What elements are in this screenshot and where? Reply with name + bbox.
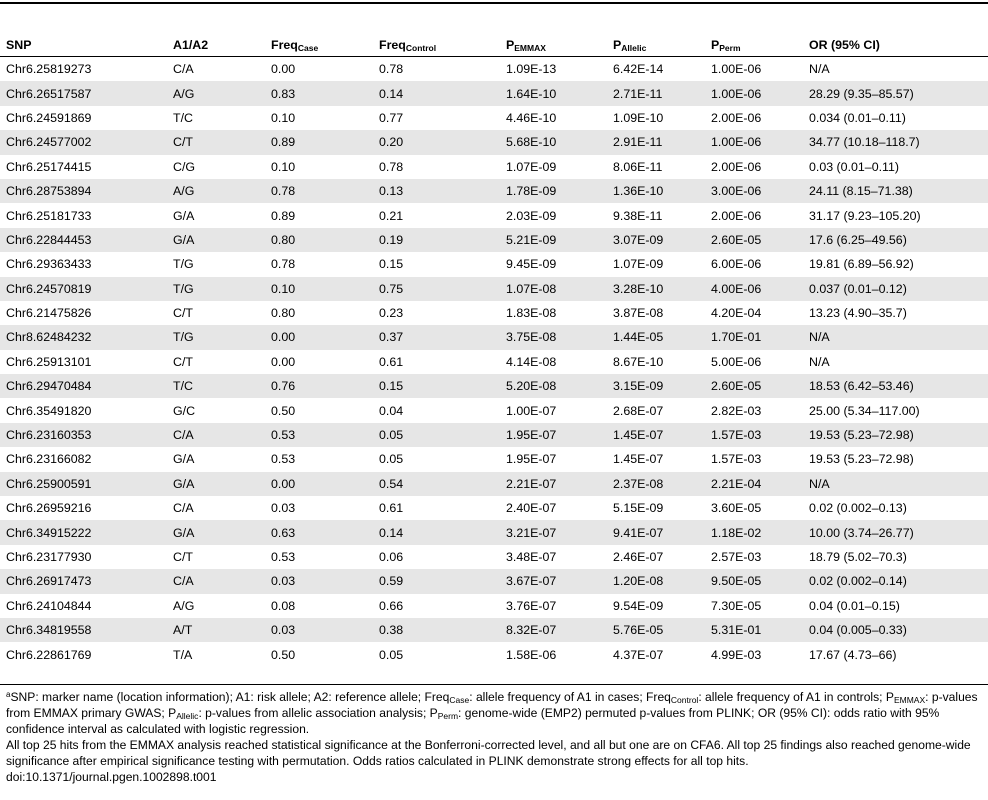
footnote-text: : allele frequency of A1 in controls; P bbox=[698, 690, 894, 704]
column-header-label: P bbox=[506, 37, 515, 52]
table-cell: Chr6.21475826 bbox=[6, 306, 92, 321]
table-cell: 1.09E-10 bbox=[613, 110, 664, 125]
table-cell: 0.80 bbox=[265, 228, 373, 252]
table-cell: N/A bbox=[803, 325, 988, 349]
table-cell: 0.05 bbox=[379, 647, 404, 662]
column-header-label: SNP bbox=[6, 37, 32, 52]
footnote-marker: a bbox=[6, 690, 11, 699]
table-cell: 7.30E-05 bbox=[711, 598, 762, 613]
table-cell: 24.11 (8.15–71.38) bbox=[803, 179, 988, 203]
table-cell: Chr6.35491820 bbox=[6, 403, 92, 418]
header-rule bbox=[0, 56, 988, 57]
table-cell: 1.95E-07 bbox=[506, 452, 557, 467]
column-header-label: Freq bbox=[379, 37, 406, 52]
table-row bbox=[0, 130, 988, 154]
table-cell: 6.42E-14 bbox=[613, 62, 664, 77]
table-cell: 17.6 (6.25–49.56) bbox=[803, 228, 988, 252]
table-cell: 9.45E-09 bbox=[506, 257, 557, 272]
table-cell: G/A bbox=[173, 208, 195, 223]
table-cell: Chr6.24591869 bbox=[6, 110, 92, 125]
table-cell: 0.23 bbox=[379, 306, 404, 321]
table-cell: 0.76 bbox=[265, 374, 373, 398]
table-cell: 34.77 (10.18–118.7) bbox=[803, 130, 988, 154]
table-cell: N/A bbox=[809, 62, 830, 77]
table-cell: Chr6.22861769 bbox=[6, 647, 92, 662]
table-cell: 0.50 bbox=[271, 403, 296, 418]
table-cell: Chr6.24577002 bbox=[0, 130, 167, 154]
table-cell: C/A bbox=[173, 501, 194, 516]
table-cell: 0.89 bbox=[271, 208, 296, 223]
table-row bbox=[0, 398, 988, 422]
table-cell: A/G bbox=[173, 598, 195, 613]
table-cell: Chr6.29470484 bbox=[0, 374, 167, 398]
table-cell: 1.00E-06 bbox=[705, 130, 803, 154]
table-cell: 5.76E-05 bbox=[607, 618, 705, 642]
table-row bbox=[0, 374, 988, 398]
table-cell: 3.76E-07 bbox=[506, 598, 557, 613]
table-cell: 0.15 bbox=[373, 374, 500, 398]
column-header bbox=[803, 32, 988, 57]
table-cell: 3.60E-05 bbox=[711, 501, 762, 516]
table-cell: 0.05 bbox=[373, 423, 500, 447]
table-cell: 2.40E-07 bbox=[506, 501, 557, 516]
table-cell: 0.02 (0.002–0.13) bbox=[809, 501, 907, 516]
table-cell: 4.46E-10 bbox=[506, 110, 557, 125]
table-cell: C/T bbox=[173, 354, 193, 369]
table-cell: 0.78 bbox=[271, 257, 296, 272]
table-cell: 1.45E-07 bbox=[607, 423, 705, 447]
table-cell: T/C bbox=[167, 374, 265, 398]
table-cell: 19.53 (5.23–72.98) bbox=[809, 452, 914, 467]
table-cell: 1.07E-08 bbox=[500, 277, 607, 301]
table-cell: Chr6.28753894 bbox=[0, 179, 167, 203]
column-header-subscript: EMMAX bbox=[514, 42, 546, 53]
table-cell: Chr6.34819558 bbox=[0, 618, 167, 642]
table-cell: 19.81 (6.89–56.92) bbox=[809, 257, 914, 272]
column-header-subscript: Control bbox=[405, 42, 437, 53]
table-cell: 1.64E-10 bbox=[500, 81, 607, 105]
table-cell: 6.00E-06 bbox=[711, 257, 762, 272]
column-header-subscript: Perm bbox=[719, 42, 741, 53]
table-cell: 0.78 bbox=[379, 62, 404, 77]
table-cell: 0.83 bbox=[265, 81, 373, 105]
table-row bbox=[0, 252, 988, 276]
table-cell: N/A bbox=[803, 472, 988, 496]
table-cell: 0.03 bbox=[271, 501, 296, 516]
table-cell: 0.06 bbox=[379, 550, 404, 564]
table-cell: 0.03 (0.01–0.11) bbox=[809, 159, 900, 174]
table-cell: 1.09E-13 bbox=[506, 62, 557, 77]
table-cell: 4.37E-07 bbox=[613, 647, 664, 662]
table-row bbox=[0, 301, 988, 325]
table-cell: 2.71E-11 bbox=[607, 81, 705, 105]
table-cell: 0.38 bbox=[373, 618, 500, 642]
column-header bbox=[500, 32, 607, 57]
table-cell: 3.48E-07 bbox=[506, 550, 557, 564]
footnote-text: : allele frequency of A1 in cases; Freq bbox=[469, 690, 671, 704]
table-cell: 0.19 bbox=[373, 228, 500, 252]
table-cell: 0.034 (0.01–0.11) bbox=[809, 110, 906, 125]
table-cell: 3.75E-08 bbox=[500, 325, 607, 349]
table-row bbox=[0, 642, 988, 666]
table-row bbox=[0, 106, 988, 130]
table-cell: 2.60E-05 bbox=[705, 374, 803, 398]
table-cell: 0.66 bbox=[379, 598, 404, 613]
footnote-subscript: Case bbox=[449, 695, 470, 705]
table-cell: Chr6.25913101 bbox=[6, 354, 92, 369]
table-cell: 4.20E-04 bbox=[711, 306, 762, 321]
table-cell: Chr6.26917473 bbox=[0, 569, 167, 593]
table-cell: 2.00E-06 bbox=[711, 110, 762, 125]
column-header-label: OR (95% CI) bbox=[809, 37, 880, 52]
table-cell: Chr6.25174415 bbox=[6, 159, 92, 174]
table-cell: 0.10 bbox=[271, 159, 296, 174]
table-cell: 0.04 bbox=[379, 403, 404, 418]
table-cell: Chr6.24570819 bbox=[0, 277, 167, 301]
footnote-text: : p-values from allelic association analysis; P bbox=[198, 706, 438, 720]
table-cell: 0.63 bbox=[265, 520, 373, 544]
table-cell: 0.80 bbox=[271, 306, 296, 321]
table-doi: doi:10.1371/journal.pgen.1002898.t001 bbox=[6, 770, 217, 784]
table-cell: 28.29 (9.35–85.57) bbox=[803, 81, 988, 105]
table-cell: 9.38E-11 bbox=[613, 208, 663, 223]
table-cell: 4.00E-06 bbox=[705, 277, 803, 301]
table-cell: 1.44E-05 bbox=[607, 325, 705, 349]
table-cell: 5.21E-09 bbox=[500, 228, 607, 252]
table-cell: 0.05 bbox=[379, 452, 404, 467]
table-cell: Chr8.62484232 bbox=[0, 325, 167, 349]
table-header-row bbox=[0, 32, 988, 57]
table-cell: 1.78E-09 bbox=[500, 179, 607, 203]
table-cell: N/A bbox=[809, 354, 830, 369]
table-cell: 5.20E-08 bbox=[500, 374, 607, 398]
table-cell: 0.89 bbox=[265, 130, 373, 154]
table-cell: 1.57E-03 bbox=[711, 452, 762, 467]
table-cell: 0.61 bbox=[379, 501, 404, 516]
column-header-subscript: Allelic bbox=[621, 42, 647, 53]
table-cell: G/A bbox=[167, 520, 265, 544]
table-cell: 5.15E-09 bbox=[613, 501, 664, 516]
table-cell: 1.00E-07 bbox=[506, 403, 557, 418]
table-cell: 1.83E-08 bbox=[506, 306, 557, 321]
table-cell: 3.00E-06 bbox=[705, 179, 803, 203]
table-row bbox=[0, 277, 988, 301]
column-header-label: Freq bbox=[271, 37, 298, 52]
table-cell: C/T bbox=[173, 550, 193, 564]
table-cell: 25.00 (5.34–117.00) bbox=[809, 403, 920, 418]
table-cell: 8.06E-11 bbox=[613, 159, 663, 174]
table-cell: 18.79 (5.02–70.3) bbox=[809, 550, 907, 564]
table-cell: 0.53 bbox=[265, 423, 373, 447]
table-cell: 1.20E-08 bbox=[607, 569, 705, 593]
table-cell: 10.00 (3.74–26.77) bbox=[803, 520, 988, 544]
table-cell: 0.78 bbox=[265, 179, 373, 203]
bottom-rule bbox=[0, 684, 988, 685]
footnote-summary: All top 25 hits from the EMMAX analysis reached statistical significance at the Bonferroni-corrected level, and all but one are on CFA6. All top 25 findings also reached genome-wide significance after empirical significance testing with permutation. Odds ratios calculated in PLINK demonstrate strong effects for all top hits. bbox=[6, 738, 971, 768]
table-body bbox=[0, 57, 988, 667]
footnote-subscript: Perm bbox=[437, 711, 459, 721]
table-cell: 9.41E-07 bbox=[607, 520, 705, 544]
table-cell: 3.28E-10 bbox=[607, 277, 705, 301]
table-cell: C/A bbox=[173, 62, 194, 77]
top-rule bbox=[0, 2, 988, 4]
table-cell: 1.18E-02 bbox=[705, 520, 803, 544]
table-cell: 31.17 (9.23–105.20) bbox=[809, 208, 921, 223]
table-cell: Chr6.24104844 bbox=[6, 598, 92, 613]
table-cell: 0.59 bbox=[373, 569, 500, 593]
table-cell: 0.03 bbox=[265, 618, 373, 642]
table-cell: 2.00E-06 bbox=[711, 159, 762, 174]
table-row bbox=[0, 496, 988, 520]
table-cell: 1.57E-03 bbox=[705, 423, 803, 447]
table-cell: 0.037 (0.01–0.12) bbox=[803, 277, 988, 301]
table-row bbox=[0, 155, 988, 179]
table-cell: Chr6.26959216 bbox=[6, 501, 92, 516]
footnote-text: SNP: marker name (location information); A1: risk allele; A2: reference allele; Freq bbox=[10, 690, 450, 704]
gwas-results-table bbox=[0, 32, 988, 667]
table-cell: 0.20 bbox=[373, 130, 500, 154]
table-cell: 0.77 bbox=[379, 110, 404, 125]
table-cell: 1.36E-10 bbox=[607, 179, 705, 203]
table-cell: 2.21E-07 bbox=[500, 472, 607, 496]
table-cell: Chr6.34915222 bbox=[0, 520, 167, 544]
table-cell: Chr6.29363433 bbox=[6, 257, 92, 272]
column-header-label: P bbox=[613, 37, 622, 52]
table-cell: 3.15E-09 bbox=[607, 374, 705, 398]
table-row bbox=[0, 472, 988, 496]
table-cell: 0.14 bbox=[373, 520, 500, 544]
table-cell: 2.91E-11 bbox=[607, 130, 705, 154]
table-cell: 1.95E-07 bbox=[500, 423, 607, 447]
table-cell: C/T bbox=[167, 130, 265, 154]
table-cell: 1.45E-07 bbox=[613, 452, 664, 467]
footnote-subscript: Allelic bbox=[176, 711, 199, 721]
footnote-text: : genome-wide (EMP2) permuted p-values from PLINK; OR (95% CI): odds ratio with 95% confidence interval as calculated with logistic regression. bbox=[6, 706, 940, 736]
table-cell: 1.07E-09 bbox=[506, 159, 557, 174]
footnote-subscript: Control bbox=[670, 695, 699, 705]
table-cell: 0.02 (0.002–0.14) bbox=[803, 569, 988, 593]
table-row bbox=[0, 57, 988, 81]
table-row bbox=[0, 179, 988, 203]
table-row bbox=[0, 203, 988, 227]
table-cell: 2.82E-03 bbox=[711, 403, 762, 418]
table-cell: 2.00E-06 bbox=[711, 208, 762, 223]
table-cell: 9.50E-05 bbox=[705, 569, 803, 593]
table-cell: 0.54 bbox=[373, 472, 500, 496]
table-cell: 0.61 bbox=[379, 354, 404, 369]
table-cell: 0.75 bbox=[373, 277, 500, 301]
table-cell: 0.00 bbox=[271, 62, 296, 77]
table-cell: 0.21 bbox=[379, 208, 404, 223]
table-cell: 3.87E-08 bbox=[613, 306, 664, 321]
table-cell: A/G bbox=[167, 179, 265, 203]
column-header-subscript: Case bbox=[297, 42, 319, 53]
table-cell: 3.21E-07 bbox=[500, 520, 607, 544]
table-cell: 0.10 bbox=[271, 110, 296, 125]
table-cell: 13.23 (4.90–35.7) bbox=[809, 306, 907, 321]
table-cell: 18.53 (6.42–53.46) bbox=[803, 374, 988, 398]
footnote-text: : p-values from EMMAX primary GWAS; P bbox=[6, 690, 978, 720]
table-cell: 0.00 bbox=[271, 354, 296, 369]
table-cell: Chr6.23160353 bbox=[0, 423, 167, 447]
column-header-label: P bbox=[711, 37, 720, 52]
table-row bbox=[0, 545, 988, 569]
table-row bbox=[0, 520, 988, 544]
table-row bbox=[0, 228, 988, 252]
table-cell: 0.03 bbox=[265, 569, 373, 593]
table-cell: 0.50 bbox=[271, 647, 296, 662]
table-cell: 17.67 (4.73–66) bbox=[809, 647, 897, 662]
table-row bbox=[0, 569, 988, 593]
table-cell: 2.46E-07 bbox=[613, 550, 664, 564]
table-cell: 0.53 bbox=[271, 452, 296, 467]
table-cell: 0.15 bbox=[379, 257, 404, 272]
table-cell: T/C bbox=[173, 110, 193, 125]
table-row bbox=[0, 325, 988, 349]
table-cell: Chr6.26517587 bbox=[0, 81, 167, 105]
table-cell: G/C bbox=[173, 403, 196, 418]
table-row bbox=[0, 594, 988, 618]
table-cell: C/G bbox=[173, 159, 196, 174]
table-cell: 2.57E-03 bbox=[711, 550, 762, 564]
table-cell: 0.78 bbox=[379, 159, 404, 174]
column-header bbox=[167, 32, 265, 57]
table-cell: Chr6.23177930 bbox=[6, 550, 92, 564]
footnote-abbreviations bbox=[6, 689, 986, 737]
table-cell: 1.70E-01 bbox=[705, 325, 803, 349]
table-cell: 9.54E-09 bbox=[613, 598, 664, 613]
column-header bbox=[0, 32, 167, 57]
table-row bbox=[0, 447, 988, 471]
table-cell: 2.68E-07 bbox=[613, 403, 664, 418]
table-cell: 8.32E-07 bbox=[500, 618, 607, 642]
table-cell: T/G bbox=[167, 277, 265, 301]
table-cell: A/T bbox=[167, 618, 265, 642]
footnote-subscript: EMMAX bbox=[893, 695, 926, 705]
table-cell: T/A bbox=[173, 647, 193, 662]
table-cell: 3.67E-07 bbox=[500, 569, 607, 593]
table-cell: 4.14E-08 bbox=[506, 354, 557, 369]
table-row bbox=[0, 81, 988, 105]
table-notes bbox=[6, 689, 986, 785]
table-cell: 0.00 bbox=[265, 472, 373, 496]
column-header bbox=[705, 32, 803, 57]
table-cell: 2.21E-04 bbox=[705, 472, 803, 496]
table-cell: 1.58E-06 bbox=[506, 647, 557, 662]
table-cell: 0.14 bbox=[373, 81, 500, 105]
table-row bbox=[0, 618, 988, 642]
table-cell: 0.37 bbox=[373, 325, 500, 349]
table-cell: Chr6.25819273 bbox=[6, 62, 92, 77]
table-cell: T/G bbox=[173, 257, 194, 272]
column-header bbox=[265, 32, 373, 57]
column-header bbox=[373, 32, 500, 57]
table-cell: 19.53 (5.23–72.98) bbox=[803, 423, 988, 447]
table-cell: 1.00E-06 bbox=[711, 62, 762, 77]
table-cell: 0.04 (0.01–0.15) bbox=[809, 598, 900, 613]
table-cell: 0.08 bbox=[271, 598, 296, 613]
table-cell: 5.68E-10 bbox=[500, 130, 607, 154]
table-cell: 8.67E-10 bbox=[613, 354, 664, 369]
table-cell: 5.00E-06 bbox=[711, 354, 762, 369]
table-cell: 0.10 bbox=[265, 277, 373, 301]
table-cell: T/G bbox=[167, 325, 265, 349]
table-cell: 0.00 bbox=[265, 325, 373, 349]
table-cell: 0.04 (0.005–0.33) bbox=[803, 618, 988, 642]
table-cell: C/T bbox=[173, 306, 193, 321]
table-row bbox=[0, 423, 988, 447]
column-header bbox=[607, 32, 705, 57]
table-cell: 3.07E-09 bbox=[607, 228, 705, 252]
table-cell: C/A bbox=[167, 569, 265, 593]
table-cell: G/A bbox=[173, 452, 195, 467]
table-cell: 2.03E-09 bbox=[506, 208, 557, 223]
table-cell: 0.53 bbox=[271, 550, 296, 564]
table-cell: Chr6.25181733 bbox=[6, 208, 92, 223]
table-cell: Chr6.22844453 bbox=[0, 228, 167, 252]
table-cell: A/G bbox=[167, 81, 265, 105]
column-header-label: A1/A2 bbox=[173, 37, 209, 52]
table-cell: 5.31E-01 bbox=[705, 618, 803, 642]
table-cell: G/A bbox=[167, 472, 265, 496]
table-cell: Chr6.25900591 bbox=[0, 472, 167, 496]
table-cell: 4.99E-03 bbox=[711, 647, 762, 662]
table-cell: G/A bbox=[167, 228, 265, 252]
table-cell: 1.07E-09 bbox=[613, 257, 664, 272]
table-cell: 1.00E-06 bbox=[705, 81, 803, 105]
table-cell: C/A bbox=[167, 423, 265, 447]
table-cell: 2.60E-05 bbox=[705, 228, 803, 252]
table-cell: 2.37E-08 bbox=[607, 472, 705, 496]
table-cell: 0.13 bbox=[373, 179, 500, 203]
table-cell: Chr6.23166082 bbox=[6, 452, 92, 467]
table-row bbox=[0, 350, 988, 374]
